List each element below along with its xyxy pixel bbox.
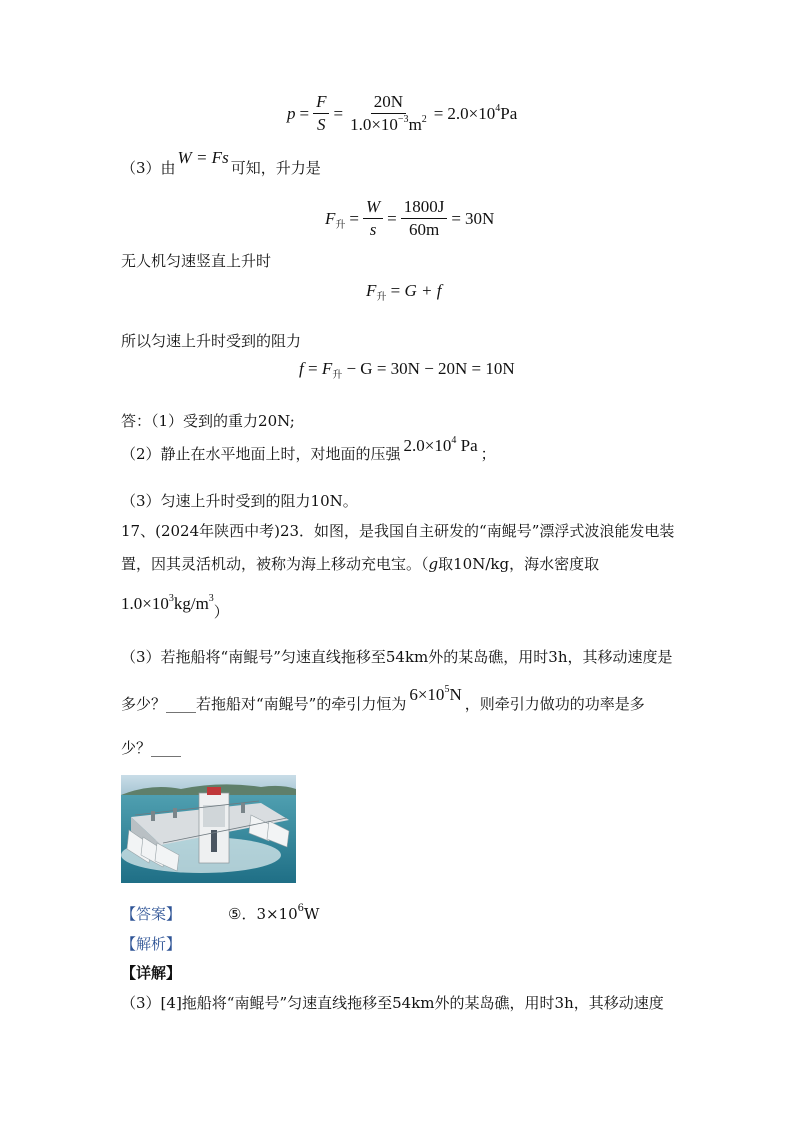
answer-value bbox=[228, 904, 319, 924]
gravity-symbol: g bbox=[428, 555, 439, 573]
equals-sign: = bbox=[451, 208, 461, 228]
lift-result: 30N bbox=[464, 208, 495, 228]
work-over-distance-fraction bbox=[363, 197, 383, 240]
fraction-numerator: F bbox=[313, 92, 329, 114]
force-unit: N bbox=[449, 685, 462, 704]
resistance-calc: − G = 30N − 20N = 10N bbox=[346, 359, 515, 378]
value-base: 2.0×10 bbox=[403, 436, 452, 455]
density-unit-exponent: 3 bbox=[208, 593, 214, 604]
fraction-numerator: W bbox=[363, 197, 383, 219]
result-exponent: 4 bbox=[495, 102, 501, 114]
lift-subscript: 升 bbox=[335, 219, 346, 231]
part3-line2-suffix: ，则牵引力做功的功率是多 bbox=[464, 695, 645, 713]
lift-letter: F bbox=[325, 208, 336, 228]
equals-sign: = bbox=[433, 103, 444, 123]
area-unit-exponent: 2 bbox=[421, 114, 427, 125]
line2-suffix: 取10N/kg，海水密度取 bbox=[438, 555, 600, 573]
area-exponent: −3 bbox=[397, 114, 409, 125]
density-exponent: 3 bbox=[168, 593, 174, 604]
answer-value-exponent: 6 bbox=[297, 903, 305, 914]
numeric-fraction bbox=[347, 92, 430, 135]
fraction-denominator: s bbox=[369, 220, 377, 239]
answer-2-text: （2）静止在水平地面上时，对地面的压强 bbox=[121, 445, 401, 463]
fraction-denominator: 60m bbox=[408, 220, 440, 239]
question-17-part3-line1: （3）若拖船将“南鲲号”匀速直线拖移至54km外的某岛礁，用时3h，其移动速度是 bbox=[121, 648, 673, 666]
area-base: 1.0×10 bbox=[350, 115, 398, 134]
density-base: 1.0×10 bbox=[121, 594, 169, 613]
lift-subscript: 升 bbox=[332, 370, 343, 381]
answer-value-base: ⑤．3×10 bbox=[228, 905, 298, 923]
lift-equation bbox=[323, 197, 496, 240]
density-unit: kg/m bbox=[173, 594, 209, 613]
traction-force bbox=[409, 685, 461, 704]
detail-label: 【详解】 bbox=[121, 964, 182, 982]
result-base: 2.0×10 bbox=[447, 103, 496, 123]
fraction-denominator: S bbox=[317, 115, 326, 134]
resistance-symbol: f bbox=[299, 359, 304, 378]
fraction-numerator: 1800J bbox=[401, 197, 448, 219]
detail-line: （3）[4]拖船将“南鲲号”匀速直线拖移至54km外的某岛礁，用时3h，其移动速度 bbox=[121, 994, 664, 1012]
fraction-numerator: 20N bbox=[371, 92, 406, 114]
wave-energy-platform-photo bbox=[121, 775, 296, 883]
fraction-denominator bbox=[347, 114, 430, 135]
question-17-part3-line3: 少？____ bbox=[121, 739, 182, 757]
answer-2 bbox=[121, 435, 496, 464]
equals-sign: = bbox=[390, 281, 405, 300]
pressure-symbol: p bbox=[287, 103, 296, 123]
equals-sign: = bbox=[299, 103, 310, 123]
resistance-text: 所以匀速上升时受到的阻力 bbox=[121, 332, 302, 350]
analysis-label: 【解析】 bbox=[121, 935, 182, 953]
question-17-line1: 17、(2024年陕西中考)23．如图，是我国自主研发的“南鲲号”漂浮式波浪能发电装 bbox=[121, 522, 675, 540]
balance-rhs: G + f bbox=[404, 281, 442, 300]
seawater-density bbox=[121, 593, 229, 621]
force-exponent: 5 bbox=[444, 684, 450, 695]
force-over-area-fraction bbox=[313, 92, 329, 135]
question-17-line2 bbox=[121, 554, 599, 574]
lift-subscript: 升 bbox=[376, 292, 387, 303]
balance-equation bbox=[366, 281, 441, 301]
force-base: 6×10 bbox=[409, 685, 445, 704]
part3-line2-prefix: 多少？____若拖船对“南鲲号”的牵引力恒为 bbox=[121, 695, 407, 713]
part3-prefix: （3）由 bbox=[121, 159, 176, 177]
density-close-paren: ） bbox=[213, 605, 229, 621]
uniform-rise-text: 无人机匀速竖直上升时 bbox=[121, 252, 272, 270]
equals-sign: = bbox=[333, 103, 344, 123]
resistance-equation bbox=[299, 359, 515, 379]
lift-letter: F bbox=[366, 281, 377, 300]
value-unit: Pa bbox=[460, 436, 478, 455]
answer-label: 【答案】 bbox=[121, 905, 182, 923]
answer-3: （3）匀速上升时受到的阻力10N。 bbox=[121, 492, 358, 510]
answer-value-unit: W bbox=[304, 905, 320, 923]
lift-letter: F bbox=[321, 359, 333, 378]
line2-prefix: 置，因其灵活机动，被称为海上移动充电宝。（ bbox=[121, 555, 429, 573]
work-formula: W = Fs bbox=[177, 148, 229, 167]
answer-2-suffix: ； bbox=[480, 445, 496, 463]
equals-sign: = bbox=[349, 208, 359, 228]
part3-intro bbox=[121, 148, 321, 178]
area-unit: m bbox=[408, 115, 422, 134]
equals-sign: = bbox=[387, 208, 397, 228]
equals-sign: = bbox=[307, 359, 322, 378]
lift-symbol bbox=[325, 209, 345, 229]
pressure-equation bbox=[285, 92, 519, 135]
answer-2-value bbox=[404, 436, 478, 455]
pressure-result bbox=[447, 104, 517, 124]
question-17-part3-line2 bbox=[121, 684, 645, 714]
numeric-fraction bbox=[401, 197, 448, 240]
answer-1: 答：（1）受到的重力20N; bbox=[121, 412, 295, 430]
result-unit: Pa bbox=[500, 103, 518, 123]
value-exponent: 4 bbox=[451, 435, 457, 446]
part3-suffix: 可知，升力是 bbox=[230, 159, 321, 177]
